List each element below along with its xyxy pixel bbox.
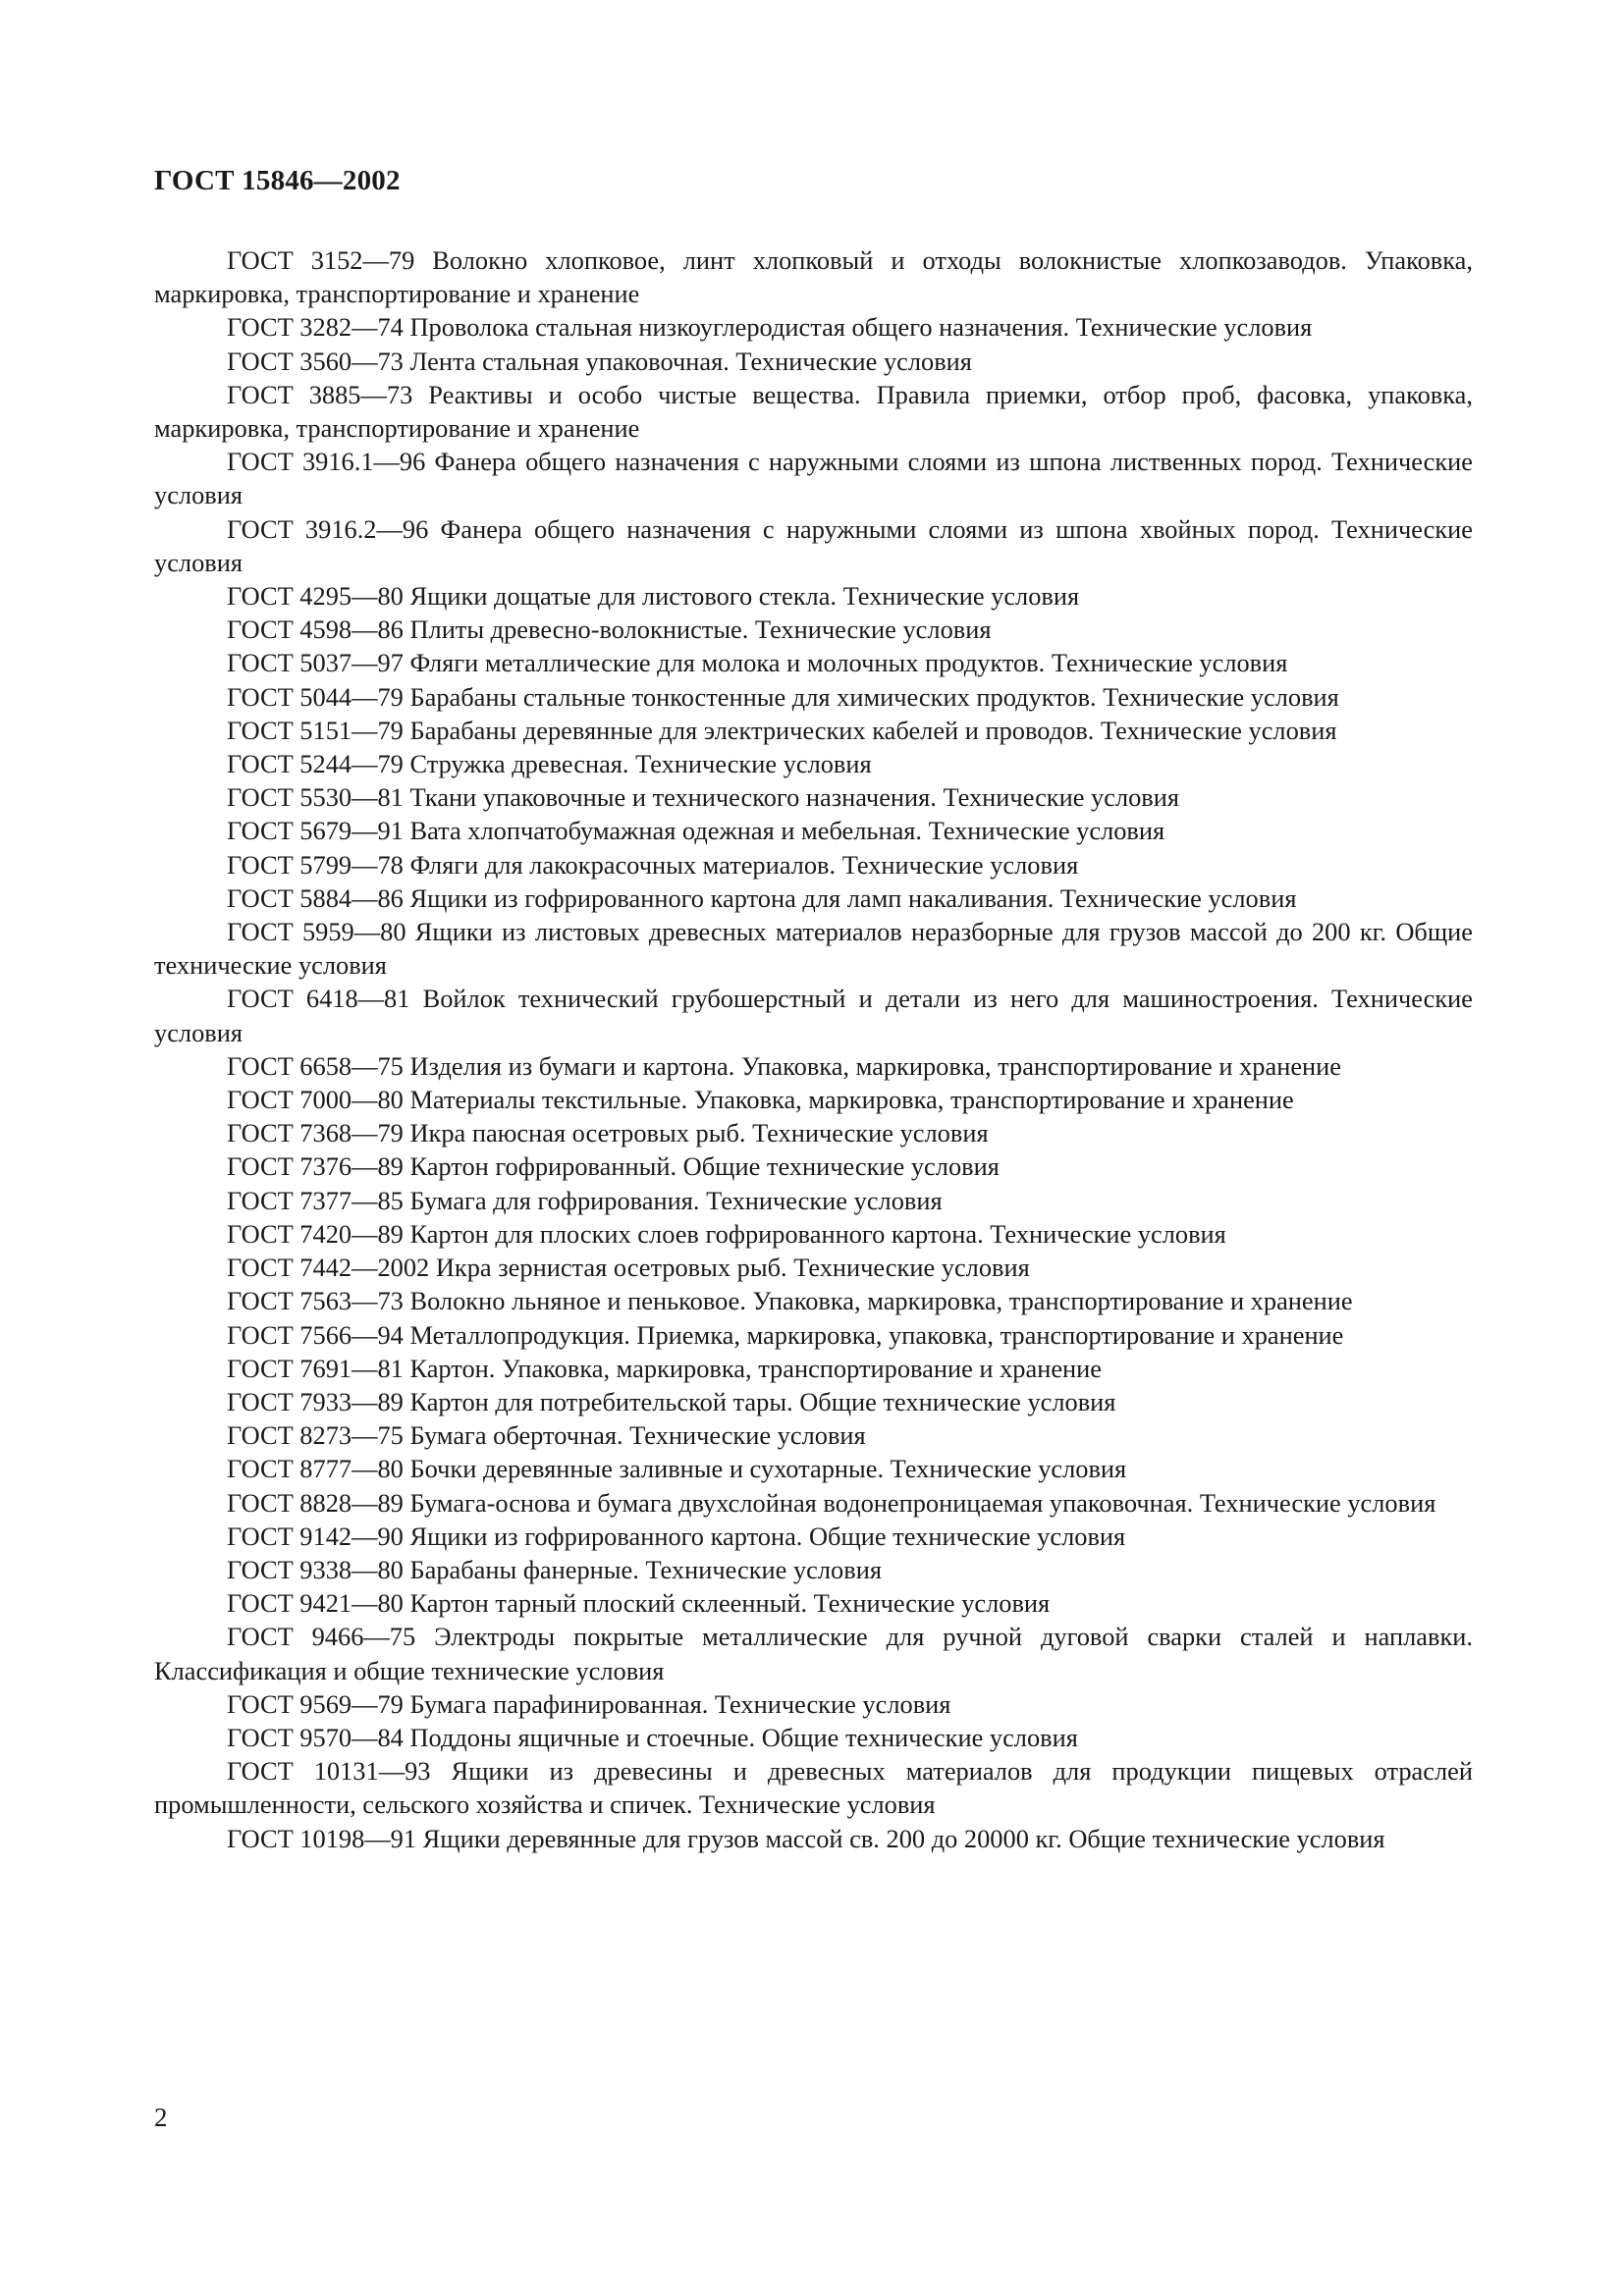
reference-item: ГОСТ 3282—74 Проволока стальная низкоуглеродистая общего назначения. Технические условия: [227, 312, 1313, 343]
reference-item: ГОСТ 7442—2002 Икра зернистая осетровых рыб. Технические условия: [227, 1253, 1030, 1283]
reference-item: ГОСТ 5151—79 Барабаны деревянные для электрических кабелей и проводов. Технические условия: [227, 715, 1337, 745]
reference-item: ГОСТ 7376—89 Картон гофрированный. Общие технические условия: [227, 1151, 1000, 1182]
reference-item: ГОСТ 5530—81 Ткани упаковочные и технического назначения. Технические условия: [227, 782, 1180, 813]
reference-item: ГОСТ 5959—80 Ящики из листовых древесных материалов неразборные для грузов массой до 200 кг. Общие технические условия: [154, 917, 1473, 981]
reference-item: ГОСТ 8777—80 Бочки деревянные заливные и сухотарные. Технические условия: [227, 1454, 1127, 1484]
page-header-title: ГОСТ 15846—2002: [154, 165, 401, 196]
reference-item: ГОСТ 9466—75 Электроды покрытые металлические для ручной дуговой сварки сталей и наплавки. Классификация и общие технические условия: [154, 1622, 1473, 1685]
reference-item: ГОСТ 9421—80 Картон тарный плоский склеенный. Технические условия: [227, 1588, 1051, 1619]
reference-item: ГОСТ 7000—80 Материалы текстильные. Упаковка, маркировка, транспортирование и хранение: [227, 1085, 1294, 1115]
reference-item: ГОСТ 8828—89 Бумага-основа и бумага двухслойная водонепроницаемая упаковочная. Технические условия: [227, 1487, 1436, 1518]
reference-item: ГОСТ 7420—89 Картон для плоских слоев гофрированного картона. Технические условия: [227, 1218, 1226, 1249]
reference-item: ГОСТ 3916.1—96 Фанера общего назначения с наружными слоями из шпона лиственных пород. Технические условия: [154, 447, 1473, 510]
reference-item: ГОСТ 6418—81 Войлок технический грубошерстный и детали из него для машиностроения. Технические условия: [154, 984, 1473, 1047]
reference-item: ГОСТ 7566—94 Металлопродукция. Приемка, маркировка, упаковка, транспортирование и хранение: [227, 1319, 1344, 1350]
reference-item: ГОСТ 5799—78 Фляги для лакокрасочных материалов. Технические условия: [227, 849, 1079, 880]
reference-item: ГОСТ 10198—91 Ящики деревянные для грузов массой св. 200 до 20000 кг. Общие технические условия: [227, 1823, 1385, 1853]
reference-item: ГОСТ 4295—80 Ящики дощатые для листового стекла. Технические условия: [227, 581, 1080, 612]
reference-item: ГОСТ 5244—79 Стружка древесная. Технические условия: [227, 749, 872, 779]
reference-item: ГОСТ 7933—89 Картон для потребительской тары. Общие технические условия: [227, 1386, 1116, 1416]
reference-item: ГОСТ 9569—79 Бумага парафинированная. Технические условия: [227, 1688, 951, 1719]
reference-item: ГОСТ 8273—75 Бумага оберточная. Технические условия: [227, 1420, 866, 1451]
reference-item: ГОСТ 3560—73 Лента стальная упаковочная. Технические условия: [227, 346, 972, 376]
reference-item: ГОСТ 4598—86 Плиты древесно-волокнистые. Технические условия: [227, 614, 992, 645]
reference-list: [154, 243, 1473, 1855]
reference-item: ГОСТ 5884—86 Ящики из гофрированного картона для ламп накаливания. Технические условия: [227, 882, 1297, 913]
reference-item: ГОСТ 3152—79 Волокно хлопковое, линт хлопковый и отходы волокнистые хлопкозаводов. Упаковка, маркировка, транспортирование и хранение: [154, 245, 1473, 309]
reference-item: ГОСТ 5679—91 Вата хлопчатобумажная одежная и мебельная. Технические условия: [227, 816, 1165, 846]
reference-item: ГОСТ 9338—80 Барабаны фанерные. Технические условия: [227, 1554, 882, 1584]
reference-item: ГОСТ 3885—73 Реактивы и особо чистые вещества. Правила приемки, отбор проб, фасовка, упаковка, маркировка, транспортирование и хранение: [154, 379, 1473, 444]
reference-item: ГОСТ 5044—79 Барабаны стальные тонкостенные для химических продуктов. Технические условия: [227, 681, 1339, 712]
reference-item: ГОСТ 5037—97 Фляги металлические для молока и молочных продуктов. Технические условия: [227, 648, 1288, 678]
reference-item: ГОСТ 7368—79 Икра паюсная осетровых рыб. Технические условия: [227, 1118, 989, 1148]
reference-item: ГОСТ 9142—90 Ящики из гофрированного картона. Общие технические условия: [227, 1521, 1126, 1551]
reference-item: ГОСТ 9570—84 Поддоны ящичные и стоечные. Общие технические условия: [227, 1722, 1078, 1752]
reference-item: ГОСТ 7563—73 Волокно льняное и пеньковое. Упаковка, маркировка, транспортирование и хранение: [227, 1286, 1353, 1316]
reference-item: ГОСТ 10131—93 Ящики из древесины и древесных материалов для продукции пищевых отраслей промышленности, сельского хозяйства и спичек. Технические условия: [154, 1756, 1473, 1820]
reference-item: ГОСТ 6658—75 Изделия из бумаги и картона. Упаковка, маркировка, транспортирование и хранение: [227, 1050, 1341, 1081]
page-number: 2: [154, 2103, 168, 2132]
reference-item: ГОСТ 3916.2—96 Фанера общего назначения с наружными слоями из шпона хвойных пород. Технические условия: [154, 513, 1473, 577]
reference-item: ГОСТ 7377—85 Бумага для гофрирования. Технические условия: [227, 1185, 943, 1215]
reference-item: ГОСТ 7691—81 Картон. Упаковка, маркировка, транспортирование и хранение: [227, 1353, 1103, 1383]
